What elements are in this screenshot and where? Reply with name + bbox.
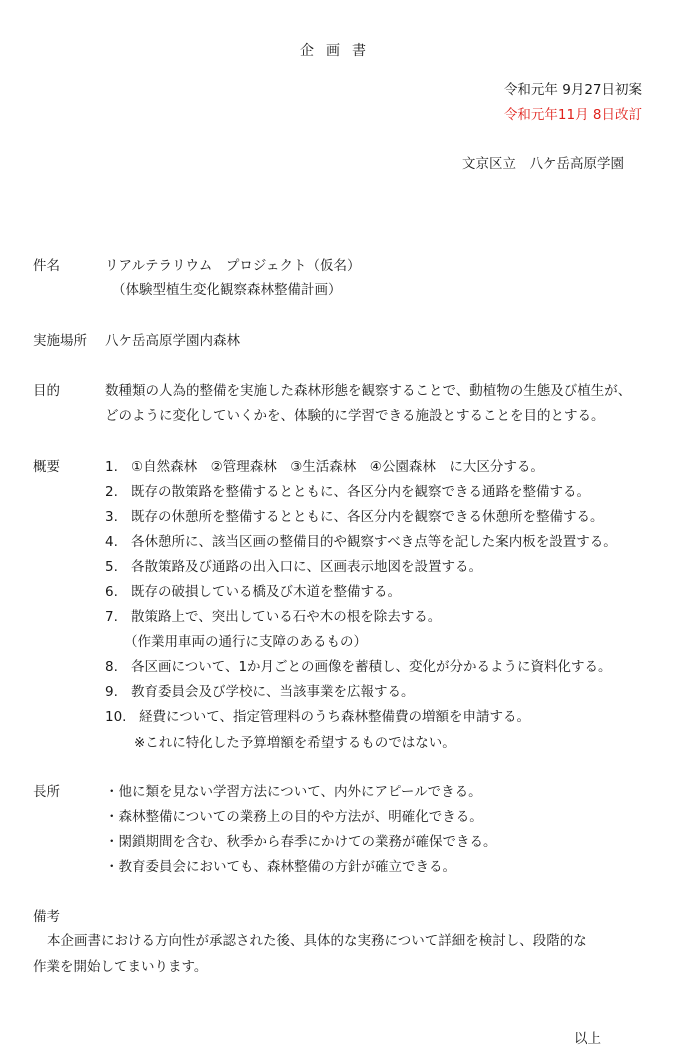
merit-item-4: ・教育委員会においても、森林整備の方針が確立できる。 [105,859,456,875]
location-value: 八ケ岳高原学園内森林 [105,333,240,349]
overview-item-1 [105,455,544,475]
overview-item-7-note [124,630,367,650]
overview-item-9 [105,680,415,700]
purpose-line1: 数種類の人為的整備を実施した森林形態を観察することで、動植物の生態及び植生が、 [105,383,632,399]
document-title: 企画書 [300,43,378,59]
overview-item-number: 9. [105,684,118,700]
overview-item-text: 既存の休憩所を整備するとともに、各区分内を観察できる休憩所を整備する。 [131,509,604,525]
merit-item-3: ・閑鎖期間を含む、秋季から春季にかけての業務が確保できる。 [105,834,497,850]
merits-label: 長所 [33,784,60,800]
purpose-line2: どのように変化していくかを、体験的に学習できる施設とすることを目的とする。 [105,408,605,424]
overview-item-number: 7. [105,609,118,625]
overview-item-text: 各散策路及び通路の出入口に、区画表示地図を設置する。 [131,559,482,575]
remarks-line1: 本企画書における方向性が承認された後、具体的な実務について詳細を検討し、段階的な [47,933,587,949]
overview-item-text: 既存の破損している橋及び木道を整備する。 [131,584,401,600]
organization-name: 文京区立 八ケ岳高原学園 [462,156,624,172]
overview-item-text: 各区画について、1か月ごとの画像を蓄積し、変化が分かるように資料化する。 [131,659,612,675]
purpose-label: 目的 [33,383,60,399]
remarks-body [33,928,663,980]
overview-item-text: 経費について、指定管理料のうち森林整備費の増額を申請する。 [139,709,530,725]
overview-item-5 [105,555,482,575]
overview-item-number: 10. [105,709,127,725]
overview-label: 概要 [33,459,60,475]
subject-line2: （体験型植生変化観察森林整備計画） [112,282,342,298]
initial-draft-date: 令和元年 9月27日初案 [503,82,642,98]
merit-item-2: ・森林整備についての業務上の目的や方法が、明確化できる。 [105,809,483,825]
overview-item-number: 1. [105,459,118,475]
overview-item-note: ※これに特化した予算増額を希望するものではない。 [134,735,456,751]
overview-item-number: 6. [105,584,118,600]
overview-item-number: 8. [105,659,118,675]
merit-item-1: ・他に類を見ない学習方法について、内外にアピールできる。 [105,784,482,800]
revision-date: 令和元年11月 8日改訂 [503,107,642,123]
remarks-line2: 作業を開始してまいります。 [33,959,208,975]
overview-item-number: 4. [105,534,118,550]
overview-item-8 [105,655,612,675]
overview-item-text: 教育委員会及び学校に、当該事業を広報する。 [131,684,415,700]
overview-item-7 [105,605,441,625]
overview-item-text: 各休憩所に、該当区画の整備目的や観察すべき点等を記した案内板を設置する。 [131,534,617,550]
overview-item-10-note [134,731,456,751]
overview-item-number: 5. [105,559,118,575]
subject-label: 件名 [33,258,60,274]
subject-line1: リアルテラリウム プロジェクト（仮名） [105,258,361,274]
overview-item-4 [105,530,617,550]
overview-item-text: 散策路上で、突出している石や木の根を除去する。 [131,609,442,625]
overview-item-6 [105,580,401,600]
remarks-label: 備考 [33,909,60,925]
overview-item-note: （作業用車両の通行に支障のあるもの） [124,634,367,650]
overview-item-number: 2. [105,484,118,500]
closing-mark: 以上 [574,1031,601,1047]
overview-item-number: 3. [105,509,118,525]
overview-item-3 [105,505,604,525]
overview-item-2 [105,480,590,500]
location-label: 実施場所 [33,333,87,349]
overview-item-text: 既存の散策路を整備するとともに、各区分内を観察できる通路を整備する。 [131,484,590,500]
overview-item-text: ①自然森林 ②管理森林 ③生活森林 ④公園森林 に大区分する。 [131,459,544,475]
overview-item-10 [105,705,530,725]
